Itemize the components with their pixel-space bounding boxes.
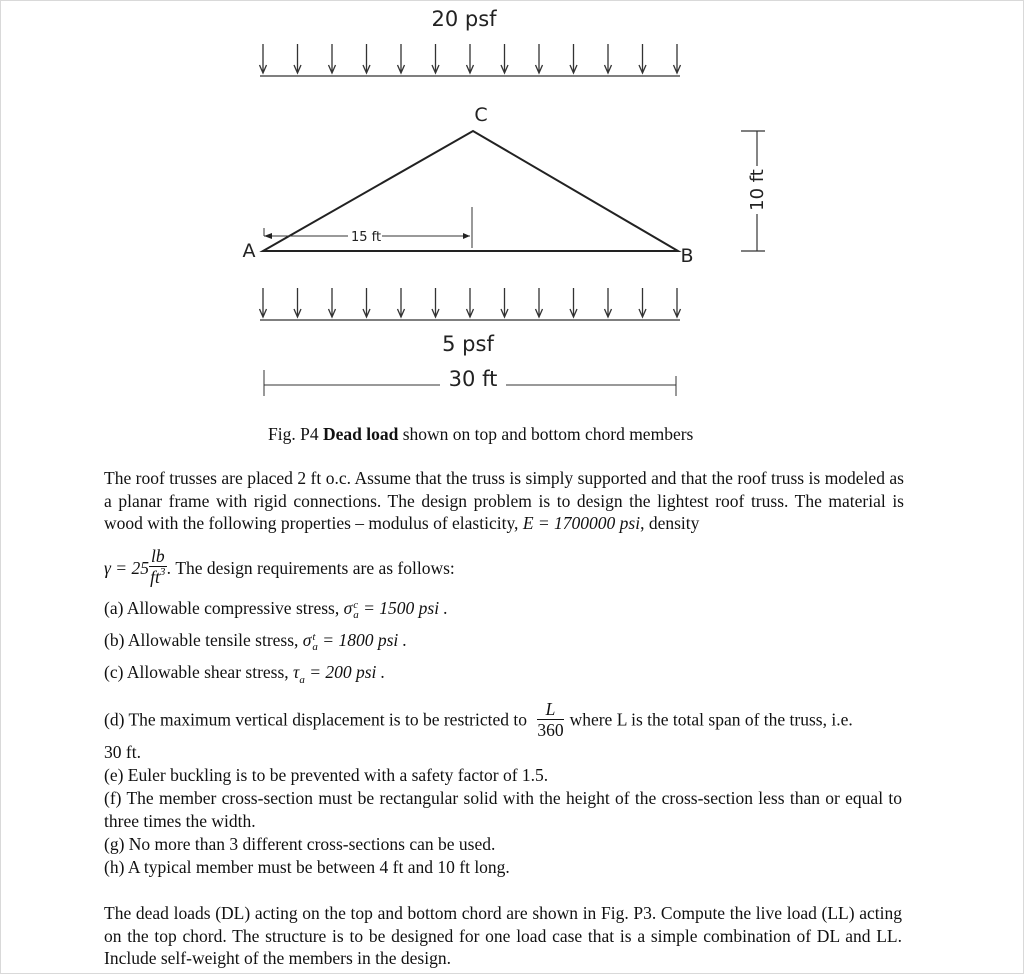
requirement-h: (h) A typical member must be between 4 ft and 10 ft long. (104, 857, 510, 877)
load-arrow (674, 288, 681, 317)
load-arrow (605, 288, 612, 317)
req-a-sup: c (353, 598, 359, 611)
modulus-value: E = 1700000 psi (522, 513, 641, 533)
density-unit-exponent: 3 (159, 566, 166, 578)
load-arrow (260, 288, 267, 317)
load-arrow (398, 44, 405, 73)
problem-text: The roof trusses are placed 2 ft o.c. Assume that the truss is simply supported and that the roof truss is modeled as a planar frame with rigid connections. The design problem is to design the lightest roof truss. The material is wood with the following properties – modulus of elasticity, (104, 468, 904, 533)
bottom-load-label: 5 psf (442, 332, 494, 356)
figure-caption (268, 424, 693, 445)
requirements-intro: . The design requirements are as follows: (166, 558, 455, 579)
requirement-e: (e) Euler buckling is to be prevented with a safety factor of 1.5. (104, 765, 549, 785)
load-arrow (501, 44, 508, 73)
req-a-sub: a (353, 608, 359, 621)
load-arrow (605, 44, 612, 73)
span-dim-label: 30 ft (448, 367, 498, 391)
load-arrow (260, 44, 267, 73)
req-c-symbol: τ (293, 662, 300, 682)
bottom-load-arrows (260, 288, 681, 317)
req-b-text: (b) Allowable tensile stress, (104, 630, 303, 650)
load-arrow (536, 44, 543, 73)
load-arrow (536, 288, 543, 317)
load-arrow (467, 44, 474, 73)
density-unit-num: lb (150, 546, 165, 566)
density-unit-fraction (149, 546, 167, 590)
req-b-sup: t (312, 630, 316, 643)
requirement-c (104, 661, 385, 687)
density-equation: γ = 25 (104, 558, 149, 579)
req-a-value: = 1500 psi . (358, 598, 448, 618)
load-arrow (363, 288, 370, 317)
density-unit-den-base: ft (150, 567, 160, 587)
req-b-sub: a (312, 640, 318, 653)
caption-bold: Dead load (322, 424, 399, 444)
half-span-dim-arrow-left (264, 233, 272, 239)
node-c-label: C (474, 104, 488, 126)
top-load-label: 20 psf (431, 7, 497, 31)
density-label: , density (640, 513, 700, 533)
caption-suffix: shown on top and bottom chord members (398, 424, 694, 444)
load-arrow (467, 288, 474, 317)
load-arrow (294, 288, 301, 317)
displacement-num: L (537, 699, 563, 720)
load-arrow (432, 288, 439, 317)
load-arrow (294, 44, 301, 73)
problem-paragraph (104, 467, 904, 535)
load-arrow (674, 44, 681, 73)
load-arrow (639, 288, 646, 317)
req-d-tail: where L is the total span of the truss, i.e. (569, 709, 853, 730)
req-d-text: (d) The maximum vertical displacement is to be restricted to (104, 709, 527, 730)
density-unit-den (149, 567, 167, 590)
node-b-label: B (680, 245, 694, 267)
requirement-d-continued: 30 ft. (104, 742, 141, 762)
displacement-fraction (537, 699, 563, 740)
req-b-value: = 1800 psi . (317, 630, 408, 650)
closing-paragraph: The dead loads (DL) acting on the top and bottom chord are shown in Fig. P3. Compute the live load (LL) acting on the top chord. The structure is to be designed for one load case that is a simple combination of DL and LL. Include self-weight of the members in the design. (104, 903, 902, 968)
density-line (104, 548, 455, 592)
load-arrow (398, 288, 405, 317)
requirement-a (104, 597, 448, 620)
truss-figure (0, 0, 1024, 420)
req-c-sub: a (299, 674, 305, 686)
requirement-b (104, 629, 407, 652)
load-arrow (570, 44, 577, 73)
half-span-dim-label: 15 ft (350, 230, 382, 245)
load-arrow (363, 44, 370, 73)
node-a-label: A (242, 240, 256, 262)
requirement-f: (f) The member cross-section must be rectangular solid with the height of the cross-section less than or equal to three times the width. (104, 788, 902, 831)
req-c-text: (c) Allowable shear stress, (104, 662, 294, 682)
load-arrow (570, 288, 577, 317)
load-arrow (501, 288, 508, 317)
truss-outline (263, 131, 678, 251)
height-dim-label: 10 ft (747, 169, 768, 211)
load-arrow (432, 44, 439, 73)
load-arrow (329, 288, 336, 317)
displacement-den: 360 (537, 720, 564, 740)
req-c-value: = 200 psi . (304, 662, 386, 682)
requirement-g: (g) No more than 3 different cross-sections can be used. (104, 834, 496, 854)
req-a-text: (a) Allowable compressive stress, (104, 598, 344, 618)
caption-prefix: Fig. P4 (268, 424, 323, 444)
top-load-arrows (260, 44, 681, 73)
req-b-symbol: σ (302, 630, 312, 650)
load-arrow (329, 44, 336, 73)
load-arrow (639, 44, 646, 73)
requirement-d (104, 701, 853, 742)
req-a-symbol: σ (343, 598, 353, 618)
